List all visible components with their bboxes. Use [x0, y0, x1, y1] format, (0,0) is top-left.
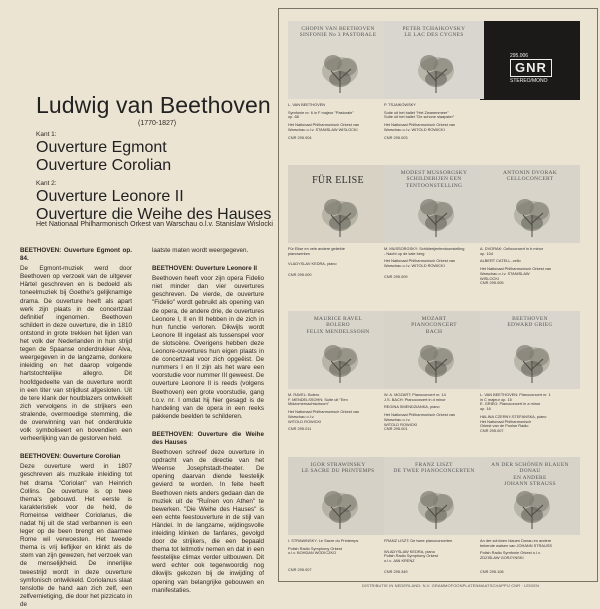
- album-cover-title: CHOPIN VAN BEETHOVEN SINFONIE No 3 PASTORALE: [299, 26, 377, 39]
- album-cover: [480, 311, 580, 389]
- catalog-number: 295.006: [510, 53, 529, 59]
- record-line: A. DVORAK: Celloconcert in b minor: [480, 246, 544, 251]
- record-description: [384, 103, 484, 140]
- record-line: M. MUSSORGSKY: Schilderijententoonstelling: [384, 246, 465, 251]
- album-cover-title: MOZART PIANOCONCERT BACH: [411, 316, 457, 335]
- album-cover: [480, 165, 580, 243]
- album-cover: [288, 21, 388, 99]
- record-line: Het Nationaal Philharmonisch Orkest van: [480, 266, 552, 272]
- side-2-title-2: Ouverture die Weihe des Hauses: [36, 206, 272, 223]
- record-tile: [288, 311, 388, 451]
- record-line: CNR 295.004: [288, 134, 312, 140]
- record-description: [384, 247, 484, 280]
- plant-illustration: [409, 41, 464, 96]
- record-tile: [384, 311, 484, 451]
- side-1-label: Kant 1:: [36, 131, 57, 138]
- album-cover: [384, 165, 484, 243]
- weihe-heading: BEETHOVEN: Ouverture die Weihe des Hauses: [152, 430, 264, 446]
- record-line: W. A. MOZART: Pianoconcert nr. 14: [384, 392, 446, 397]
- record-line: L. VAN BEETHOVEN: Pianoconcert nr. 1: [480, 392, 551, 397]
- record-line: op. 16: [480, 406, 491, 412]
- plant-illustration: [409, 331, 464, 386]
- distribution-footer: DISTRIBUTIE IN NEDERLAND: N.V. GRAMMOFOONPLATENMAATSCHAPPIJ CNR · LEIDEN: [362, 583, 540, 588]
- record-line: FRANZ LISZT: De twee pianoconcerten: [384, 538, 453, 543]
- format-label: STEREO/MONO: [510, 78, 548, 84]
- record-tile: [384, 165, 484, 305]
- record-line: op. 104: [480, 250, 493, 256]
- record-line: Warschau o.l.v.: [288, 413, 315, 419]
- notes-column-2: [152, 247, 264, 595]
- record-line: Suite uit het ballet "De schone slaapster": [384, 114, 455, 120]
- album-cover-title: FRANZ LISZT DE TWEE PIANOCONCERTEN: [393, 462, 475, 475]
- record-line: Het Nationaal Philharmonisch Orkest van: [288, 409, 360, 415]
- record-tile: [384, 457, 484, 597]
- album-cover: [480, 457, 580, 535]
- record-line: Het Nationaal Philharmonisch Orkest van: [288, 122, 360, 128]
- record-line: WITOLD ROWICKI: [384, 421, 418, 427]
- album-cover-title: MODEST MUSSORGSKY SCHILDERIJEN EEN TENTOONSTELLING: [400, 170, 468, 189]
- record-line: Suite uit het ballet "Het Zwanenmeer": [384, 109, 449, 115]
- plant-illustration: [313, 331, 368, 386]
- album-cover-title: BEETHOVEN EDWARD GRIEG: [507, 316, 553, 329]
- album-cover: [288, 457, 388, 535]
- corolian-heading: BEETHOVEN: Ouverture Corolian: [20, 453, 121, 461]
- record-line: Het Nationaal Philharmonisch Orkest van: [384, 122, 456, 128]
- record-line: CNR 295.005: [480, 280, 504, 286]
- record-tile: [480, 457, 580, 597]
- album-cover-title: ANTONIN DVORAK CELLOCONCERT: [502, 170, 558, 183]
- record-line: An der schönen blauen Donau en andere: [480, 538, 552, 543]
- record-line: WITOLD ROWICKI: [288, 418, 322, 424]
- record-line: op. 68: [288, 114, 299, 120]
- album-cover: [288, 165, 388, 243]
- catalog-panel: [270, 0, 600, 599]
- record-line: CNR 295.007: [480, 427, 504, 433]
- record-line: CNR 295.001: [384, 426, 408, 432]
- record-line: Warschau o.l.v. WITOLD ROWICKI: [384, 263, 445, 269]
- record-description: [480, 393, 580, 434]
- side-1-title-2: Ouverture Corolian: [36, 157, 172, 174]
- leonore-heading: BEETHOVEN: Ouverture Leonore II: [152, 265, 257, 273]
- plant-illustration: [313, 185, 368, 240]
- record-line: CNR 295.007: [288, 567, 312, 573]
- record-line: ALBERT CATELL, cello: [480, 258, 521, 264]
- record-description: [288, 393, 388, 432]
- record-line: CNR 295.349: [384, 568, 408, 574]
- record-line: P. TSJAIKOWSKY: [384, 102, 416, 107]
- record-line: F. MENDELSSOHN: Suite uit "Een: [288, 396, 348, 402]
- record-line: Het Nationaal Philharmonisch Orkest van: [384, 412, 456, 418]
- record-line: bekende walsen van JOHANN STRAUSS: [480, 542, 553, 548]
- album-cover-title: AN DER SCHÖNEN BLAUEN DONAU EN ANDERE JOHANN STRAUSS: [491, 462, 569, 488]
- record-description: [480, 539, 580, 575]
- record-line: Midzomernachtsdroom": [288, 401, 329, 407]
- egmont-heading: BEETHOVEN: Ouverture Egmont op. 84.: [20, 247, 132, 263]
- cnr-logo: GNR: [510, 59, 552, 77]
- record-line: Warschau o.l.v. WITOLD ROWICKI: [384, 126, 445, 132]
- album-cover-title: IGOR STRAWINSKY LE SACRE DU PRINTEMPS: [301, 462, 375, 475]
- record-line: - Nacht op de kale berg: [384, 250, 425, 256]
- album-cover-title: PETER TCHAIKOVSKY LE LAC DES CYGNES: [402, 26, 466, 39]
- record-line: CNR 295.108: [480, 568, 504, 574]
- record-tile: [480, 165, 580, 305]
- corolian-text-end: laatste maten wordt weergegeven.: [152, 247, 249, 254]
- record-tile: [384, 21, 484, 161]
- record-line: CNR 295.011: [288, 426, 312, 432]
- side-1-title-1: Ouverture Egmont: [36, 139, 167, 156]
- record-line: CNR 295.000: [288, 272, 312, 278]
- record-tile: [288, 165, 388, 305]
- record-line: in C majeur op. 15: [480, 396, 512, 402]
- record-line: I. STRAWINSKY: Le Sacre du Printemps: [288, 538, 359, 543]
- record-line: WISLOCKI: [480, 275, 500, 281]
- notes-column-1: [20, 247, 132, 609]
- record-line: E. GRIEG: Pianoconcert in a minor: [480, 401, 541, 407]
- record-line: Polish Radio Symphony Orkest: [288, 545, 342, 551]
- album-cover-title: MAURICE RAVEL BOLERO FELIX MENDELSSOHN: [306, 316, 370, 335]
- record-description: [480, 247, 580, 286]
- corolian-text: Deze ouverture werd in 1807 geschreven als muzikale inleiding tot het drama "Coriolan" van Heinrich Collins. De ouverture is op twee thema's gebouwd. Het eerste is karakteristiek voor de held, de Romeinse veldheer Coriolanus, die nadat hij uit de stad verbannen is een leger op de been brengt en daarmee Rome wil verwoesten. Het tweede thema is vrij lieflijker en klinkt als de stem van zijn gewezen, het verzoek van de menselijkheid. De innerlijke tweestrijd wordt in deze ouverture symfonisch ontwikkeld. Coriolanus slaat tenslotte de hand aan zich zelf, een zelfvernietiging, die door het pizzicato in de: [20, 463, 132, 608]
- record-line: WLADYSLAW KEDRA, piano: [384, 548, 435, 554]
- record-line: Symfonie nr. 6 in F majeur "Pastorale": [288, 109, 354, 115]
- record-description: [288, 539, 388, 573]
- liner-notes-column: [0, 0, 273, 608]
- album-cover: [384, 311, 484, 389]
- composer-heading: Ludwig van Beethoven: [36, 92, 271, 118]
- record-line: o.l.v. JAN KRENZ: [384, 558, 415, 564]
- record-line: pianowerken: [288, 250, 311, 256]
- record-tile: [288, 457, 388, 597]
- record-line: Polish Radio Symphony Orkest: [384, 553, 438, 559]
- orchestra-credit: Het Nationaal Philharmonisch Orkest van Warschau o.l.v. Stanislaw Wislocki: [36, 221, 273, 228]
- side-2-label: Kant 2:: [36, 180, 57, 187]
- record-tile: [288, 21, 388, 161]
- leonore-text: Beethoven heeft voor zijn opera Fidelio niet minder dan vier ouvertures geschreven. De vierde, de ouverture "Fidelio" wordt gebruikt als opening van de opera, de andere drie, de ouvertures Leonore I, II en III hebben in de zich in hun functie verloren. Dikwijls wordt Leonore III ingelast als tussenspel voor de slotscène. Overigens hebben deze Leonore-ouvertures hun eigen plaats in de concertzaal voor zich opgeëist. De nummers I en II zijn als het ware een voorstudie voor nummer III geweest. De ouverture Leonore II is reeds (volgens Beethoven) een grote voorstudie, gang t.o.v. nr. I omdat hij hier gesagd is de handeling van de opera in een reeks pakkende beelden te schilderen.: [152, 275, 264, 420]
- egmont-text: De Egmont-muziek werd door Beethoven op verzoek van de uitgever Härtel geschreven en is bedoeld als toneelmuziek bij Goethe's gelijknamige drama. De ouverture heeft als apart werk zijn plaats in de concertzaal definitief ingenomen. Beethoven schildert in deze ouverture, die in 1810 ontstond in grote trekken het lijden van het volk der Nederlanden in hun strijd tegen de Spaanse onderdrukker Alva, weergegeven in de langzame, donkere inleiding en het daarop volgende hartstochtelijke allegro. Dit hoofdgedeelte van de ouverture wordt in een titer van strijdlust afgesloten. Uit de tere klank der houtblazers ontwikkelt zich vervolgens in de strijkers een stralende, overmoedige stemming, die de overwinning van het onderdrukte volk symboliseert en bovendien een verheerlijking van de gestorven held.: [20, 265, 132, 443]
- record-description: [288, 247, 388, 278]
- record-tile: [480, 311, 580, 451]
- album-cover: [384, 457, 484, 535]
- record-line: Polish Radio Symfonie Orkest o.l.v.: [480, 550, 541, 556]
- record-line: Het Nationaal Philharmonisch: [480, 418, 532, 424]
- side-2-title-1: Ouverture Leonore II: [36, 188, 184, 205]
- record-line: M. RAVEL: Bolero: [288, 392, 320, 397]
- record-line: Warschau o.l.v. STANISLAW: [480, 270, 530, 276]
- record-line: Het Nationaal Philharmonisch Orkest van: [384, 258, 456, 264]
- label-logo-box: [480, 21, 580, 100]
- record-line: Warschau o.l.v.: [384, 416, 411, 422]
- record-line: Warschau o.l.v. STANISLAW WISLOCKI: [288, 126, 358, 132]
- record-description: [288, 103, 388, 140]
- record-description: [384, 393, 484, 432]
- record-line: Für Elise en vele andere geliefde: [288, 246, 345, 251]
- record-line: HALINA CZERNY-STEFANSKA, piano: [480, 413, 547, 419]
- plant-illustration: [313, 477, 368, 532]
- album-cover: [288, 311, 388, 389]
- record-line: VLADYSLAV KEDRA, piano: [288, 261, 337, 267]
- plant-illustration: [409, 477, 464, 532]
- record-line: CNR 295.003: [384, 134, 408, 140]
- record-line: Orkest van de Poolse Radio: [480, 423, 529, 429]
- record-line: REGINA SMENDZIANKA, piano: [384, 404, 440, 410]
- record-line: L. VAN BEETHOVEN: [288, 102, 326, 107]
- record-line: J.S. BACH: Pianoconcert in d minor: [384, 396, 446, 402]
- record-line: CNR 295.009: [384, 273, 408, 279]
- plant-illustration: [313, 41, 368, 96]
- composer-dates: (1770-1827): [138, 120, 177, 127]
- plant-illustration: [505, 331, 560, 386]
- weihe-text: Beethoven schreef deze ouverture in opdracht van de directie van het Weense Josephstadt-theater. De opening daarvan diende feestelijk gevierd te worden. In feite heeft Beethoven niets anders gedaan dan de muziek uit de "Ruïnen von Athen" te bewerken. "Die Weihe des Hauses" is een echte feestouverture in de stijl van Händel. In de langzame, wijdingsvolle inleiding klinken de fanfares, gevolgd door de strijkers, die een bepaald thema tot leitmotiv nemen en dat in een feestelijke climax verder uitbouwen. Dit werd echter ook tegenwoordig nog dikwijls gekozen bij de inwijding of opening van belangrijke gebouwen en manifestaties.: [152, 449, 264, 594]
- album-cover: [384, 21, 484, 99]
- record-line: ZDZISLAW GORZYNSKI: [480, 555, 524, 561]
- album-cover-title: FÜR ELISE: [312, 175, 364, 186]
- plant-illustration: [505, 185, 560, 240]
- record-line: o.l.v. BOHDAN WODICZKO: [288, 550, 337, 556]
- plant-illustration: [409, 185, 464, 240]
- record-description: [384, 539, 484, 575]
